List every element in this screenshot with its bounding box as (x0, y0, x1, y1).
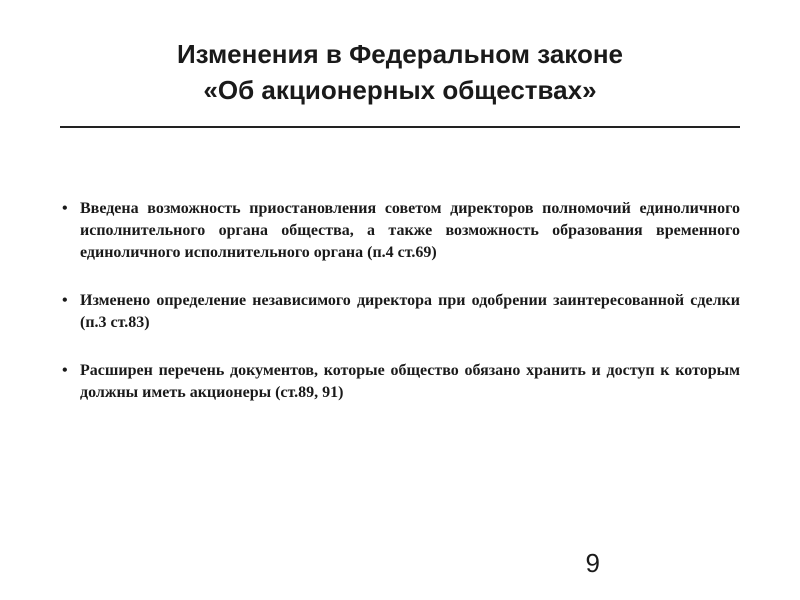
bullet-item (60, 198, 740, 264)
bullet-item (60, 360, 740, 404)
bullet-text: Изменено определение независимого директора при одобрении заинтересованной сделки (п.3 ст.83) (80, 292, 740, 331)
bullet-marker: • (62, 362, 68, 379)
page-number: 9 (585, 548, 600, 578)
bullet-item (60, 290, 740, 334)
title-divider (60, 126, 740, 128)
bullet-marker: • (62, 200, 68, 217)
title-line-2: «Об акционерных обществах» (203, 75, 597, 105)
bullet-list (60, 198, 740, 430)
bullet-text: Введена возможность приостановления советом директоров полномочий единоличного исполнительного органа общества, а также возможность образования временного единоличного исполнительного органа (п.4 ст.69) (80, 200, 740, 261)
slide-title (60, 36, 740, 108)
title-line-1: Изменения в Федеральном законе (176, 39, 624, 69)
bullet-text: Расширен перечень документов, которые общество обязано хранить и доступ к которым должны иметь акционеры (ст.89, 91) (80, 362, 740, 401)
bullet-marker: • (62, 292, 68, 309)
